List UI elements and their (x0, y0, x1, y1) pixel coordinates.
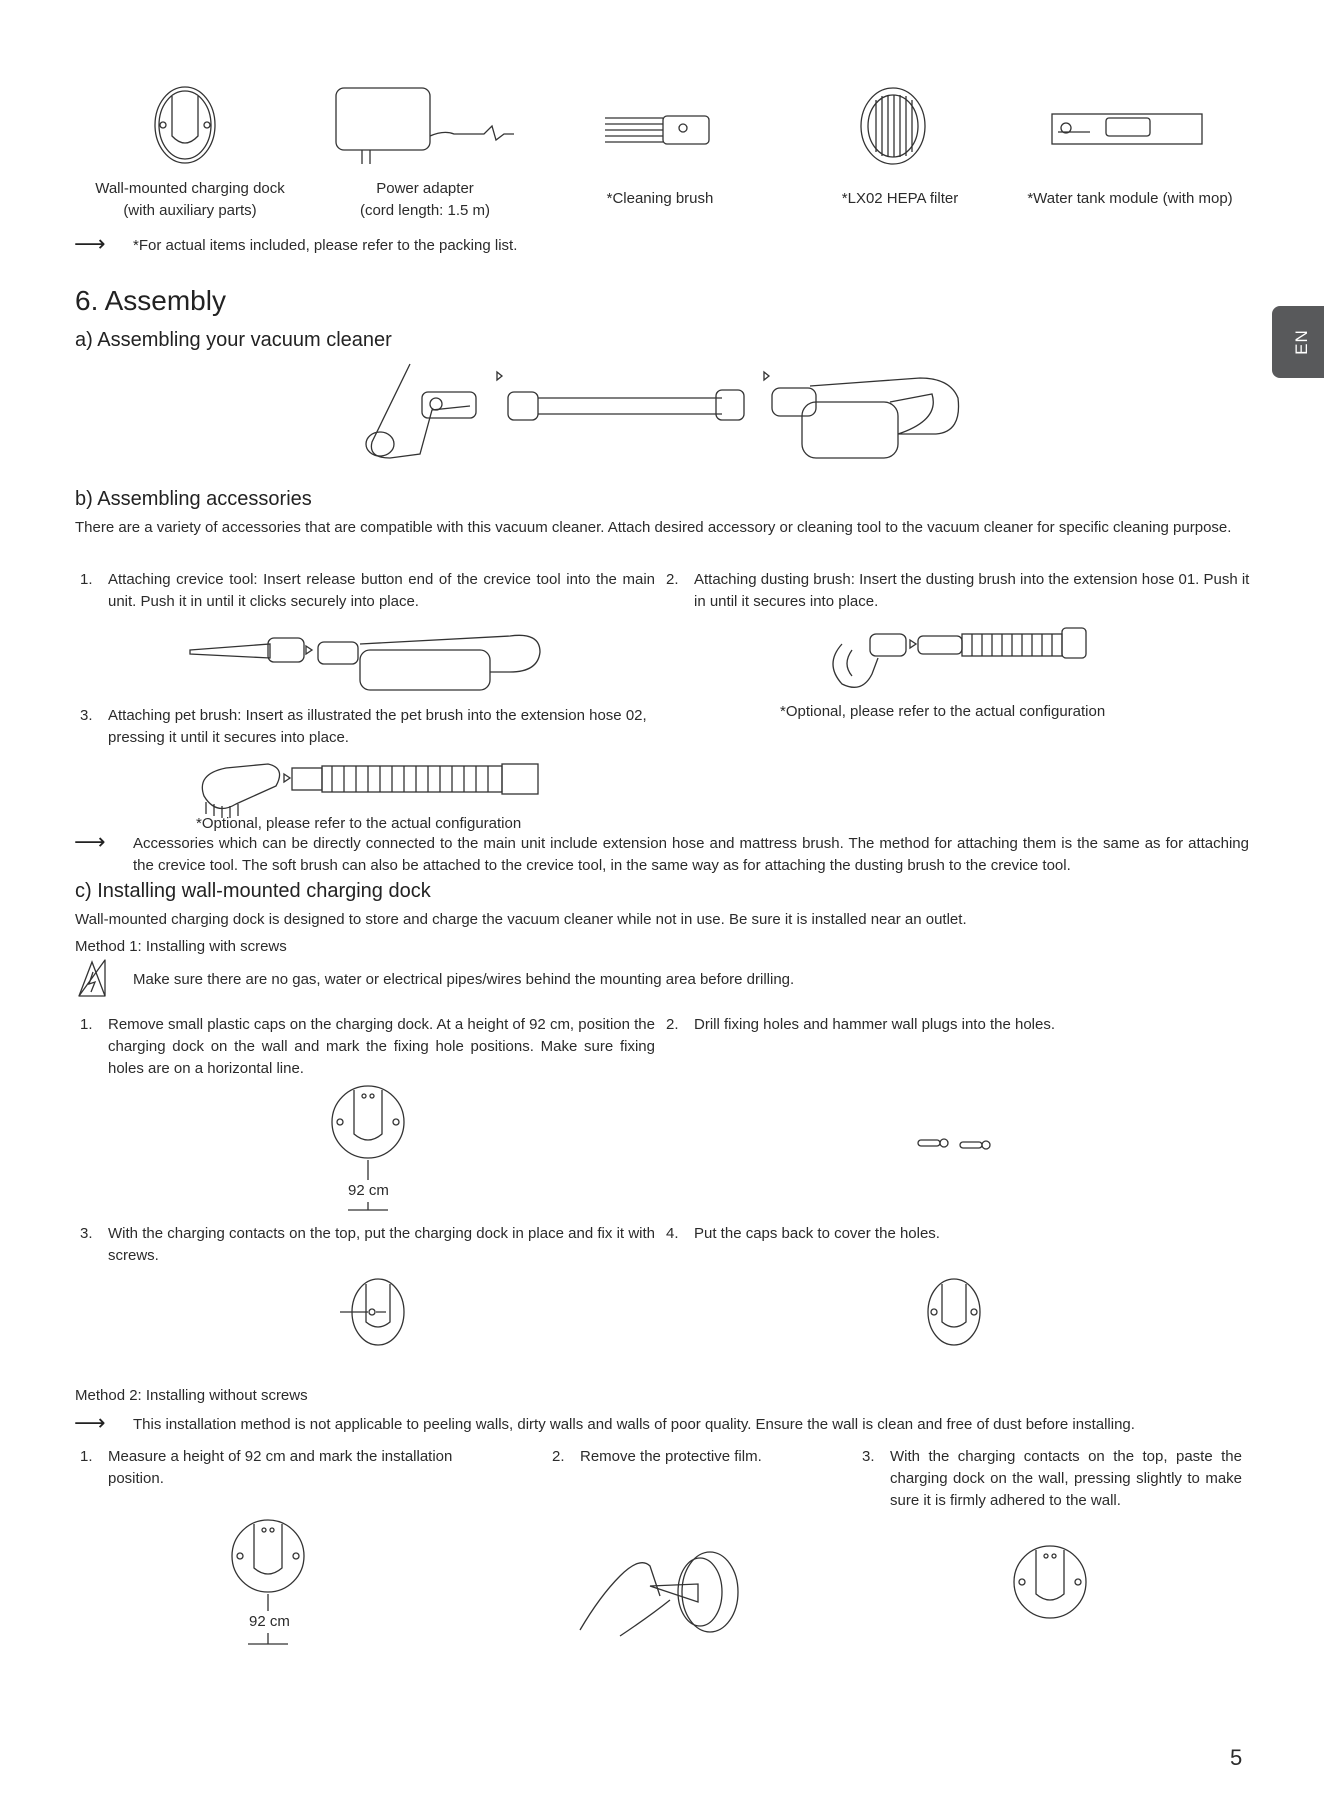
warning-text: Make sure there are no gas, water or electrical pipes/wires behind the mounting area before drilling. (133, 971, 795, 988)
m2-step-3 (862, 1446, 1242, 1512)
m1-step-1-num: 1. (80, 1016, 93, 1033)
b-intro: There are a variety of accessories that are compatible with this vacuum cleaner. Attach desired accessory or cleaning tool to the vacuum cleaner for specific cleaning purpose. (75, 519, 1232, 536)
m1-step-2-text: Drill fixing holes and hammer wall plugs into the holes. (694, 1016, 1056, 1033)
language-tab (1272, 306, 1324, 378)
pet-brush-illustration (196, 756, 546, 820)
vacuum-assembly-illustration (350, 362, 970, 462)
m1-step-3 (80, 1223, 655, 1267)
m2-note: This installation method is not applicable to peeling walls, dirty walls and walls of poor quality. Ensure the wall is clean and free of dust before installing. (133, 1416, 1135, 1433)
items-note: *For actual items included, please refer to the packing list. (133, 237, 518, 254)
m2-step-3-num: 3. (862, 1448, 875, 1465)
b-step-2 (666, 569, 1256, 613)
m1-step-1-text: Remove small plastic caps on the charging dock. At a height of 92 cm, position the charging dock on the wall and mark the fixing hole positions. Make sure fixing holes are on a horizontal line. (108, 1016, 655, 1077)
b-step-2-text: Attaching dusting brush: Insert the dusting brush into the extension hose 01. Push it in until it secures into place. (694, 571, 1250, 610)
page-number: 5 (1230, 1745, 1243, 1770)
hepa-filter-illustration (858, 86, 928, 166)
item-label-charging-dock: Wall-mounted charging dock (with auxiliary parts) (95, 180, 285, 219)
m1-step-3-text: With the charging contacts on the top, put the charging dock in place and fix it with screws. (108, 1225, 655, 1264)
cleaning-brush-illustration (605, 114, 715, 148)
b-step-1 (80, 569, 655, 613)
m1-step-4-text: Put the caps back to cover the holes. (694, 1225, 940, 1242)
b-note: Accessories which can be directly connected to the main unit include extension hose and mattress brush. The method for attaching them is the same as for attaching the crevice tool. The soft brush can also be attached to the crevice tool, in the same way as for attaching the dusting brush to the crevice tool. (133, 835, 1249, 874)
warning-electric-icon (75, 956, 109, 1000)
m2-step-1-num: 1. (80, 1448, 93, 1465)
m2-step-3-text: With the charging contacts on the top, paste the charging dock on the wall, pressing slightly to make sure it is firmly adhered to the wall. (890, 1448, 1242, 1509)
charging-dock-illustration (150, 84, 220, 166)
m2-step-1-text: Measure a height of 92 cm and mark the installation position. (108, 1448, 453, 1487)
m1-step-1 (80, 1014, 655, 1080)
optional-note-3: *Optional, please refer to the actual configuration (196, 815, 522, 832)
b-step-3-num: 3. (80, 707, 93, 724)
dock-screws-illustration (336, 1276, 408, 1348)
b-step-2-num: 2. (666, 571, 679, 588)
b-step-1-text: Attaching crevice tool: Insert release button end of the crevice tool into the main unit. Push it in until it clicks securely into place. (108, 571, 655, 610)
height-label-1: 92 cm (348, 1180, 389, 1202)
b-step-1-num: 1. (80, 571, 93, 588)
language-tab-label: EN (1292, 329, 1311, 355)
m2-step-2-text: Remove the protective film. (580, 1448, 762, 1465)
crevice-tool-illustration (190, 628, 550, 690)
power-adapter-illustration (334, 86, 514, 166)
c-intro: Wall-mounted charging dock is designed to store and charge the vacuum cleaner while not in use. Be sure it is installed near an outlet. (75, 911, 967, 928)
item-label-water-tank: *Water tank module (with mop) (1027, 190, 1233, 207)
subsection-c-title: c) Installing wall-mounted charging dock (75, 880, 431, 902)
item-label-power-adapter: Power adapter (cord length: 1.5 m) (359, 180, 491, 219)
dock-caps-illustration (924, 1276, 984, 1348)
method-2-title: Method 2: Installing without screws (75, 1387, 308, 1404)
subsection-b-title: b) Assembling accessories (75, 488, 312, 510)
dock-installed-illustration (1010, 1542, 1090, 1622)
item-label-cleaning-brush: *Cleaning brush (606, 190, 714, 207)
wall-plugs-illustration (916, 1136, 992, 1152)
m1-step-3-num: 3. (80, 1225, 93, 1242)
method-1-title: Method 1: Installing with screws (75, 938, 287, 955)
b-step-3 (80, 705, 680, 749)
arrow-right-icon: ⟶ (74, 1411, 106, 1436)
m1-step-2 (666, 1014, 1256, 1036)
m1-step-4 (666, 1223, 1256, 1245)
remove-film-illustration (580, 1536, 740, 1646)
section-title: 6. Assembly (75, 285, 226, 316)
m2-step-1 (80, 1446, 465, 1490)
m1-step-2-num: 2. (666, 1016, 679, 1033)
dusting-brush-illustration (822, 624, 1088, 694)
b-step-3-text: Attaching pet brush: Insert as illustrated the pet brush into the extension hose 02, pressing it until it secures into place. (108, 707, 647, 746)
height-label-2: 92 cm (249, 1611, 290, 1633)
arrow-right-icon: ⟶ (74, 830, 106, 855)
item-label-hepa-filter: *LX02 HEPA filter (841, 190, 959, 207)
optional-note-2: *Optional, please refer to the actual configuration (780, 703, 1106, 720)
arrow-right-icon: ⟶ (74, 232, 106, 257)
subsection-a-title: a) Assembling your vacuum cleaner (75, 329, 392, 351)
m2-step-2-num: 2. (552, 1448, 565, 1465)
m2-step-2 (552, 1446, 852, 1468)
water-tank-illustration (1050, 112, 1206, 146)
m1-step-4-num: 4. (666, 1225, 679, 1242)
